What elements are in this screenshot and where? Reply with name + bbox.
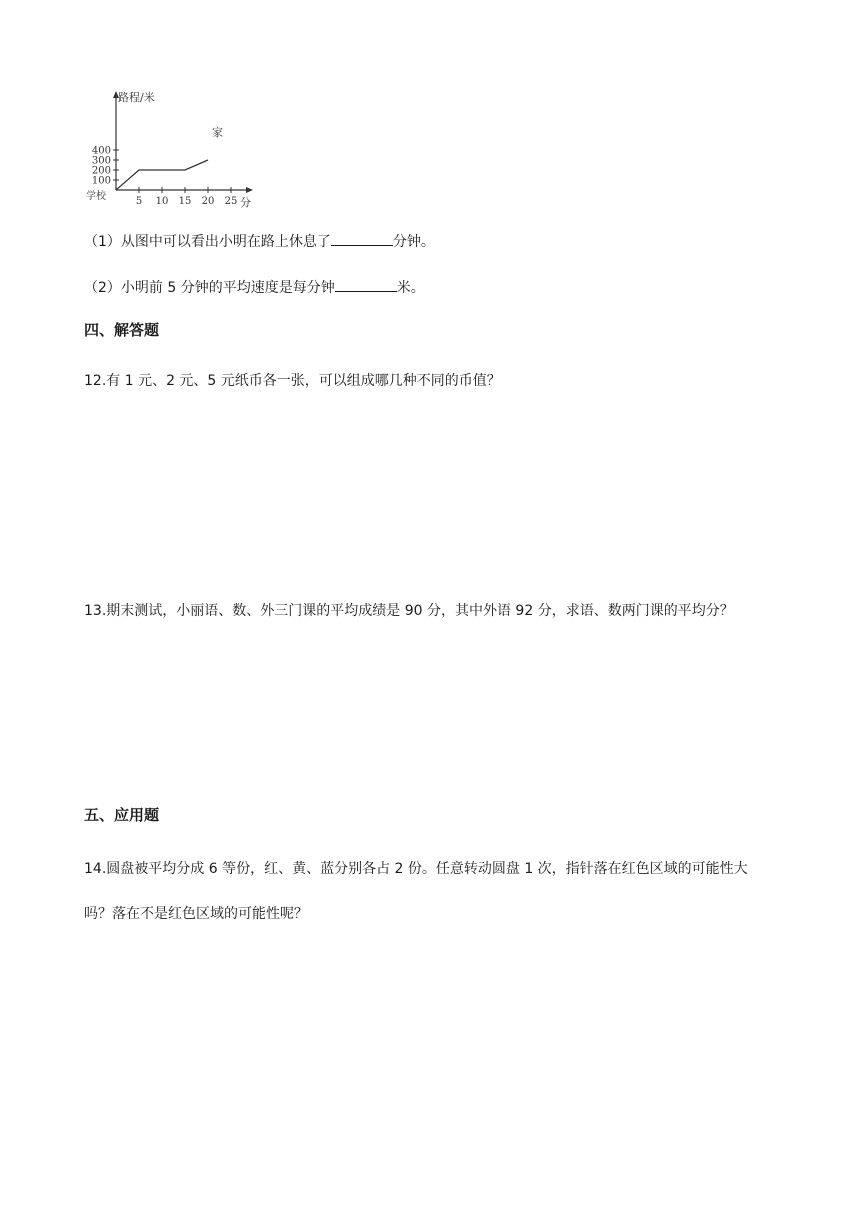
end-point-label: 家 xyxy=(212,126,223,139)
q11-sub1-tail: 分钟。 xyxy=(392,234,435,250)
question-14-line-1: 14.圆盘被平均分成 6 等份，红、黄、蓝分别各占 2 份。任意转动圆盘 1 次，指针落在红色区域的可能性大 xyxy=(84,861,748,877)
q11-sub2 xyxy=(84,277,425,297)
answer-blank-2[interactable] xyxy=(335,277,397,292)
section-5-heading: 五、应用题 xyxy=(84,806,160,824)
question-12: 12.有 1 元、2 元、5 元纸币各一张，可以组成哪几种不同的币值？ xyxy=(84,373,501,389)
x-tick-label: 10 xyxy=(155,196,169,207)
distance-time-graph xyxy=(84,86,260,210)
origin-label: 学校 xyxy=(86,191,106,202)
question-14-line-2: 吗？落在不是红色区域的可能性呢？ xyxy=(84,906,308,922)
y-tick-label: 400 xyxy=(91,145,111,157)
answer-blank-1[interactable] xyxy=(331,231,393,246)
graph-svg xyxy=(84,86,260,210)
x-tick-label: 25 xyxy=(224,196,238,207)
x-tick-label: 20 xyxy=(201,196,215,207)
y-tick-label: 300 xyxy=(91,155,111,167)
x-tick-label: 5 xyxy=(135,196,143,207)
q11-sub2-text: （2）小明前 5 分钟的平均速度是每分钟 xyxy=(84,280,335,296)
y-tick-label: 100 xyxy=(91,175,111,187)
y-axis-label: 路程/米 xyxy=(118,91,155,104)
distance-line xyxy=(116,160,208,190)
x-tick-label: 15 xyxy=(178,196,192,207)
x-axis-arrow xyxy=(246,187,253,193)
section-4-heading: 四、解答题 xyxy=(84,321,160,339)
y-tick-label: 200 xyxy=(91,165,111,177)
q11-sub2-tail: 米。 xyxy=(396,280,425,296)
q11-sub1 xyxy=(84,231,435,251)
q11-sub1-text: （1）从图中可以看出小明在路上休息了 xyxy=(84,234,331,250)
x-axis-label: 分 xyxy=(240,196,251,209)
question-13: 13.期末测试，小丽语、数、外三门课的平均成绩是 90 分，其中外语 92 分，求语、数两门课的平均分？ xyxy=(84,603,734,619)
